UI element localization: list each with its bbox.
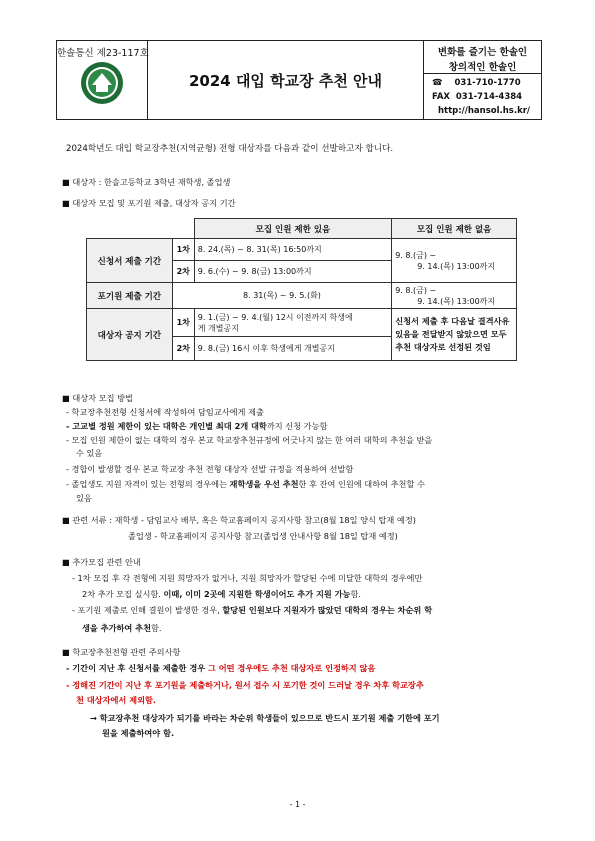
cell-value: 8. 24.(목) ~ 8. 31(목) 16:50까지 xyxy=(194,239,391,261)
phone-line xyxy=(432,78,521,88)
cell-value: 9. 8.(금) ~ 9. 14.(목) 13:00까지 xyxy=(392,239,517,283)
website-link[interactable]: http://hansol.hs.kr/ xyxy=(438,106,531,116)
schedule-heading: ■ 대상자 모집 및 포기원 제출, 대상자 공지 기간 xyxy=(62,198,236,208)
issue-column xyxy=(57,41,148,119)
divider xyxy=(424,73,541,74)
cell-value: 8. 31(목) ~ 9. 5.(화) xyxy=(172,283,391,309)
newsletter-header xyxy=(56,40,542,120)
caution-heading: ■ 학교장추천전형 관련 주의사항 xyxy=(62,647,181,657)
method-line-5b: 있음 xyxy=(76,493,92,503)
method-line-1: - 학교장추천전형 신청서에 작성하여 담임교사에게 제출 xyxy=(66,407,264,417)
school-logo-icon xyxy=(80,61,124,105)
phone-icon: ☎ xyxy=(432,78,443,88)
extra-heading: ■ 추가모집 관련 안내 xyxy=(62,557,141,567)
table-header-row xyxy=(87,219,517,239)
target-line: ■ 대상자 : 한솔고등학교 3학년 재학생, 졸업생 xyxy=(62,177,231,187)
school-info xyxy=(423,41,541,119)
table-row xyxy=(87,239,517,261)
table-row xyxy=(87,309,517,337)
fax-label: FAX xyxy=(432,92,450,102)
cell-value: 신청서 제출 후 다음날 결격사유 있음을 전달받지 않았으면 모두 추천 대상자로 선정된 것임 xyxy=(392,309,517,361)
extra-line-4: 생을 추가하여 추천함. xyxy=(82,623,162,633)
caution-line-5: 원을 제출하여야 함. xyxy=(102,728,175,738)
row-label-giveup: 포기원 제출 기간 xyxy=(87,283,173,309)
order-label: 2차 xyxy=(172,261,194,283)
extra-line-3: - 포기원 제출로 인해 결원이 발생한 경우, 할당된 인원보다 지원자가 많았던 대학의 경우는 차순위 학 xyxy=(72,605,433,615)
caution-line-4: → 학교장추천 대상자가 되기를 바라는 차순위 학생들이 있으므로 반드시 포기원 제출 기한에 포기 xyxy=(90,713,440,723)
table-row xyxy=(87,283,517,309)
caution-line-1: - 기간이 지난 후 신청서를 제출한 경우 그 어떤 경우에도 추천 대상자로 인정하지 않음 xyxy=(66,663,376,673)
bullet-icon: ■ xyxy=(62,198,70,208)
method-line-3b: 수 있음 xyxy=(76,448,103,458)
docs-line-1: ■ 관련 서류 : 재학생 - 담임교사 배부, 혹은 학교홈페이지 공지사항 참고(8월 18일 양식 탑재 예정) xyxy=(62,515,416,525)
bullet-icon: ■ xyxy=(62,177,70,187)
method-line-5: - 졸업생도 지원 자격이 있는 전형의 경우에는 재학생을 우선 추천한 후 잔여 인원에 대하여 추천할 수 xyxy=(66,479,425,489)
slogan-2: 창의적인 한솔인 xyxy=(448,62,517,73)
method-line-3: - 모집 인원 제한이 없는 대학의 경우 본교 학교장추천규정에 어긋나지 않는 한 여러 대학의 추천을 받을 xyxy=(66,435,433,445)
method-heading: ■ 대상자 모집 방법 xyxy=(62,393,133,403)
page-number: - 1 - xyxy=(289,800,306,809)
order-label: 1차 xyxy=(172,239,194,261)
docs-line-2: 졸업생 - 학교홈페이지 공지사항 참고(졸업생 안내사항 8월 18일 탑재 예정) xyxy=(128,531,398,541)
cell-value: 9. 8.(금) 16시 이후 학생에게 개별공지 xyxy=(194,337,391,361)
intro-text: 2024학년도 대입 학교장추천(지역균형) 전형 대상자를 다음과 같이 선발하고자 합니다. xyxy=(66,144,394,154)
slogan-1: 변화를 즐기는 한솔인 xyxy=(437,47,528,58)
row-label-apply: 신청서 제출 기간 xyxy=(87,239,173,283)
extra-line-1: - 1차 모집 후 각 전형에 지원 희망자가 없거나, 지원 희망자가 할당된 수에 미달한 대학의 경우에만 xyxy=(72,573,423,583)
method-line-2: - 고교별 정원 제한이 있는 대학은 개인별 최대 2개 대학까지 신청 가능함 xyxy=(66,421,328,431)
fax-number: 031-714-4384 xyxy=(455,92,523,102)
bullet-icon: ■ xyxy=(62,393,70,403)
cell-value: 9. 8.(금) ~ 9. 14.(목) 13:00까지 xyxy=(392,283,517,309)
page-title: 2024 대입 학교장 추천 안내 xyxy=(188,71,383,90)
cell-value: 9. 1.(금) ~ 9. 4.(월) 12시 이전까지 학생에 게 개별공지 xyxy=(194,309,391,337)
method-line-4: - 경합이 발생할 경우 본교 학교장 추천 전형 대상자 선발 규정을 적용하여 선발함 xyxy=(66,464,354,474)
phone-number: 031-710-1770 xyxy=(454,78,521,88)
caution-line-3: 천 대상자에서 제외함. xyxy=(76,695,156,705)
order-label: 2차 xyxy=(172,337,194,361)
order-label: 1차 xyxy=(172,309,194,337)
caution-line-2: - 정해진 기간이 지난 후 포기원을 제출하거나, 원서 접수 시 포기한 것이 드러날 경우 차후 학교장추 xyxy=(66,680,424,690)
schedule-table xyxy=(86,218,517,361)
fax-line xyxy=(432,92,522,102)
bullet-icon: ■ xyxy=(62,557,70,567)
extra-line-2: 2차 추가 모집 실시함. 이때, 이미 2곳에 지원한 학생이어도 추가 지원 가능함. xyxy=(82,589,361,599)
cell-value: 9. 6.(수) ~ 9. 8(금) 13:00까지 xyxy=(194,261,391,283)
row-label-notice: 대상자 공지 기간 xyxy=(87,309,173,361)
col-limit: 모집 인원 제한 있음 xyxy=(194,219,391,239)
issue-number: 한솔통신 제23-117호 xyxy=(57,48,149,59)
bullet-icon: ■ xyxy=(62,515,70,525)
bullet-icon: ■ xyxy=(62,647,70,657)
col-nolimit: 모집 인원 제한 없음 xyxy=(392,219,517,239)
